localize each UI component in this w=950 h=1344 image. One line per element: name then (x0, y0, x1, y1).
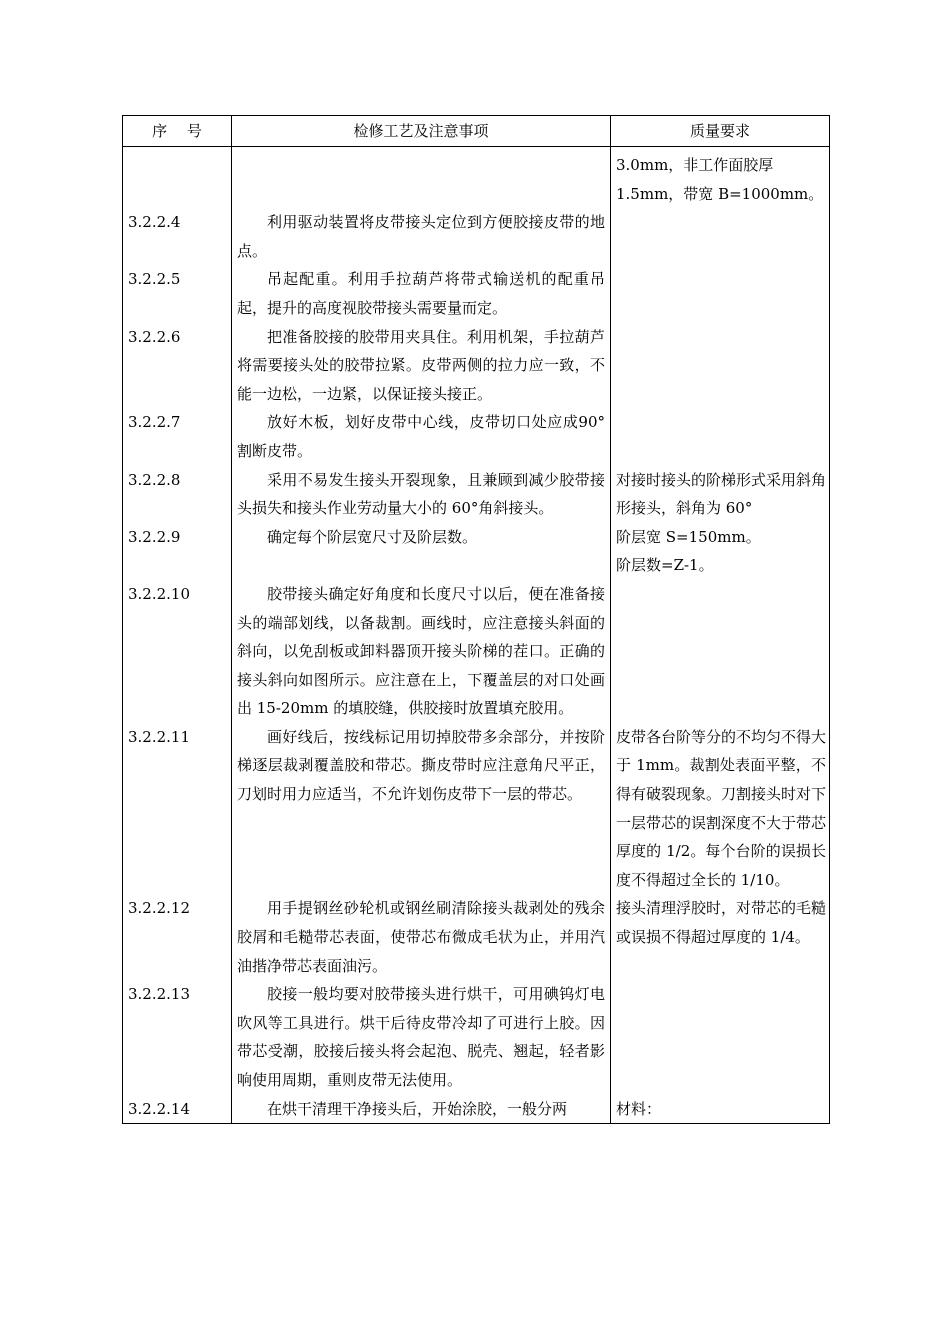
table-body (123, 147, 830, 1124)
quality-requirement-line: 阶层宽 S=150mm。 (616, 527, 761, 546)
row-procedure-text: 胶带接头确定好角度和长度尺寸以后，便在准备接头的端部划线，以备裁割。画线时，应注意接头斜面的斜向，以免刮板或卸料器顶开接头阶梯的茬口。正确的接头斜向如图所示。应注意在上，下覆盖层的对口处画出 15-20mm 的填胶缝，供胶接时放置填充胶用。 (232, 580, 611, 723)
header-quality-requirements: 质量要求 (611, 116, 830, 147)
row-sequence-number: 3.2.2.11 (123, 723, 232, 895)
table-row (123, 1095, 830, 1124)
row-sequence-number: 3.2.2.7 (123, 408, 232, 465)
row-quality-requirement (611, 1095, 830, 1124)
table-row (123, 265, 830, 322)
row-quality-requirement (611, 980, 830, 1094)
row-quality-requirement (611, 523, 830, 580)
row-sequence-number: 3.2.2.8 (123, 466, 232, 523)
row-quality-requirement (611, 723, 830, 895)
table-row (123, 723, 830, 895)
row-sequence-number: 3.2.2.6 (123, 323, 232, 409)
table-row (123, 523, 830, 580)
quality-requirement-line: 材料： (616, 1099, 662, 1118)
row-sequence-number (123, 147, 232, 209)
row-sequence-number: 3.2.2.13 (123, 980, 232, 1094)
quality-requirement-line: 阶层数=Z-1。 (616, 556, 714, 575)
quality-requirement-line: 1.5mm，带宽 B=1000mm。 (616, 184, 824, 203)
header-sequence-number: 序 号 (123, 116, 232, 147)
row-procedure-text: 吊起配重。利用手拉葫芦将带式输送机的配重吊起，提升的高度视胶带接头需要量而定。 (232, 265, 611, 322)
row-procedure-text: 胶接一般均要对胶带接头进行烘干，可用碘钨灯电吹风等工具进行。烘干后待皮带冷却了可进行上胶。因带芯受潮，胶接后接头将会起泡、脱壳、翘起，轻者影响使用周期，重则皮带无法使用。 (232, 980, 611, 1094)
row-procedure-text: 确定每个阶层宽尺寸及阶层数。 (232, 523, 611, 580)
row-quality-requirement (611, 408, 830, 465)
table-row (123, 894, 830, 980)
row-sequence-number: 3.2.2.4 (123, 208, 232, 265)
quality-requirement-line: 接头清理浮胶时，对带芯的毛糙或误损不得超过厚度的 1/4。 (616, 899, 827, 947)
header-row (123, 116, 830, 147)
row-quality-requirement (611, 466, 830, 523)
row-procedure-text: 把准备胶接的胶带用夹具住。利用机架，手拉葫芦将需要接头处的胶带拉紧。皮带两侧的拉力应一致，不能一边松，一边紧，以保证接头接正。 (232, 323, 611, 409)
row-quality-requirement (611, 147, 830, 209)
row-procedure-text: 采用不易发生接头开裂现象，且兼顾到减少胶带接头损失和接头作业劳动量大小的 60°角斜接头。 (232, 466, 611, 523)
table-row (123, 323, 830, 409)
row-sequence-number: 3.2.2.9 (123, 523, 232, 580)
maintenance-procedure-table (122, 115, 830, 1124)
row-procedure-text (232, 147, 611, 209)
table-row (123, 147, 830, 209)
table-row (123, 980, 830, 1094)
row-procedure-text: 放好木板，划好皮带中心线，皮带切口处应成90°割断皮带。 (232, 408, 611, 465)
table-row (123, 466, 830, 523)
row-sequence-number: 3.2.2.12 (123, 894, 232, 980)
row-quality-requirement (611, 580, 830, 723)
table-row (123, 580, 830, 723)
quality-requirement-line: 3.0mm，非工作面胶厚 (616, 156, 774, 174)
row-quality-requirement (611, 894, 830, 980)
table-row (123, 208, 830, 265)
table-row (123, 408, 830, 465)
row-quality-requirement (611, 265, 830, 322)
row-sequence-number: 3.2.2.10 (123, 580, 232, 723)
row-quality-requirement (611, 208, 830, 265)
quality-requirement-line: 皮带各台阶等分的不均匀不得大于 1mm。裁割处表面平整，不得有破裂现象。刀割接头时对下一层带芯的误割深度不大于带芯厚度的 1/2。每个台阶的误损长度不得超过全长的 1/10。 (616, 727, 827, 889)
row-procedure-text: 用手提钢丝砂轮机或钢丝刷清除接头裁剥处的残余胶屑和毛糙带芯表面，使带芯布微成毛状为止，并用汽油揩净带芯表面油污。 (232, 894, 611, 980)
row-procedure-text: 利用驱动装置将皮带接头定位到方便胶接皮带的地点。 (232, 208, 611, 265)
header-procedure: 检修工艺及注意事项 (232, 116, 611, 147)
row-sequence-number: 3.2.2.5 (123, 265, 232, 322)
row-procedure-text: 画好线后，按线标记用切掉胶带多余部分，并按阶梯逐层裁剥覆盖胶和带芯。撕皮带时应注意角尺平正，刀划时用力应适当，不允许划伤皮带下一层的带芯。 (232, 723, 611, 895)
row-procedure-text: 在烘干清理干净接头后，开始涂胶，一般分两 (232, 1095, 611, 1124)
row-sequence-number: 3.2.2.14 (123, 1095, 232, 1124)
row-quality-requirement (611, 323, 830, 409)
table-header (123, 116, 830, 147)
quality-requirement-line: 对接时接头的阶梯形式采用斜角形接头，斜角为 60° (616, 470, 827, 518)
